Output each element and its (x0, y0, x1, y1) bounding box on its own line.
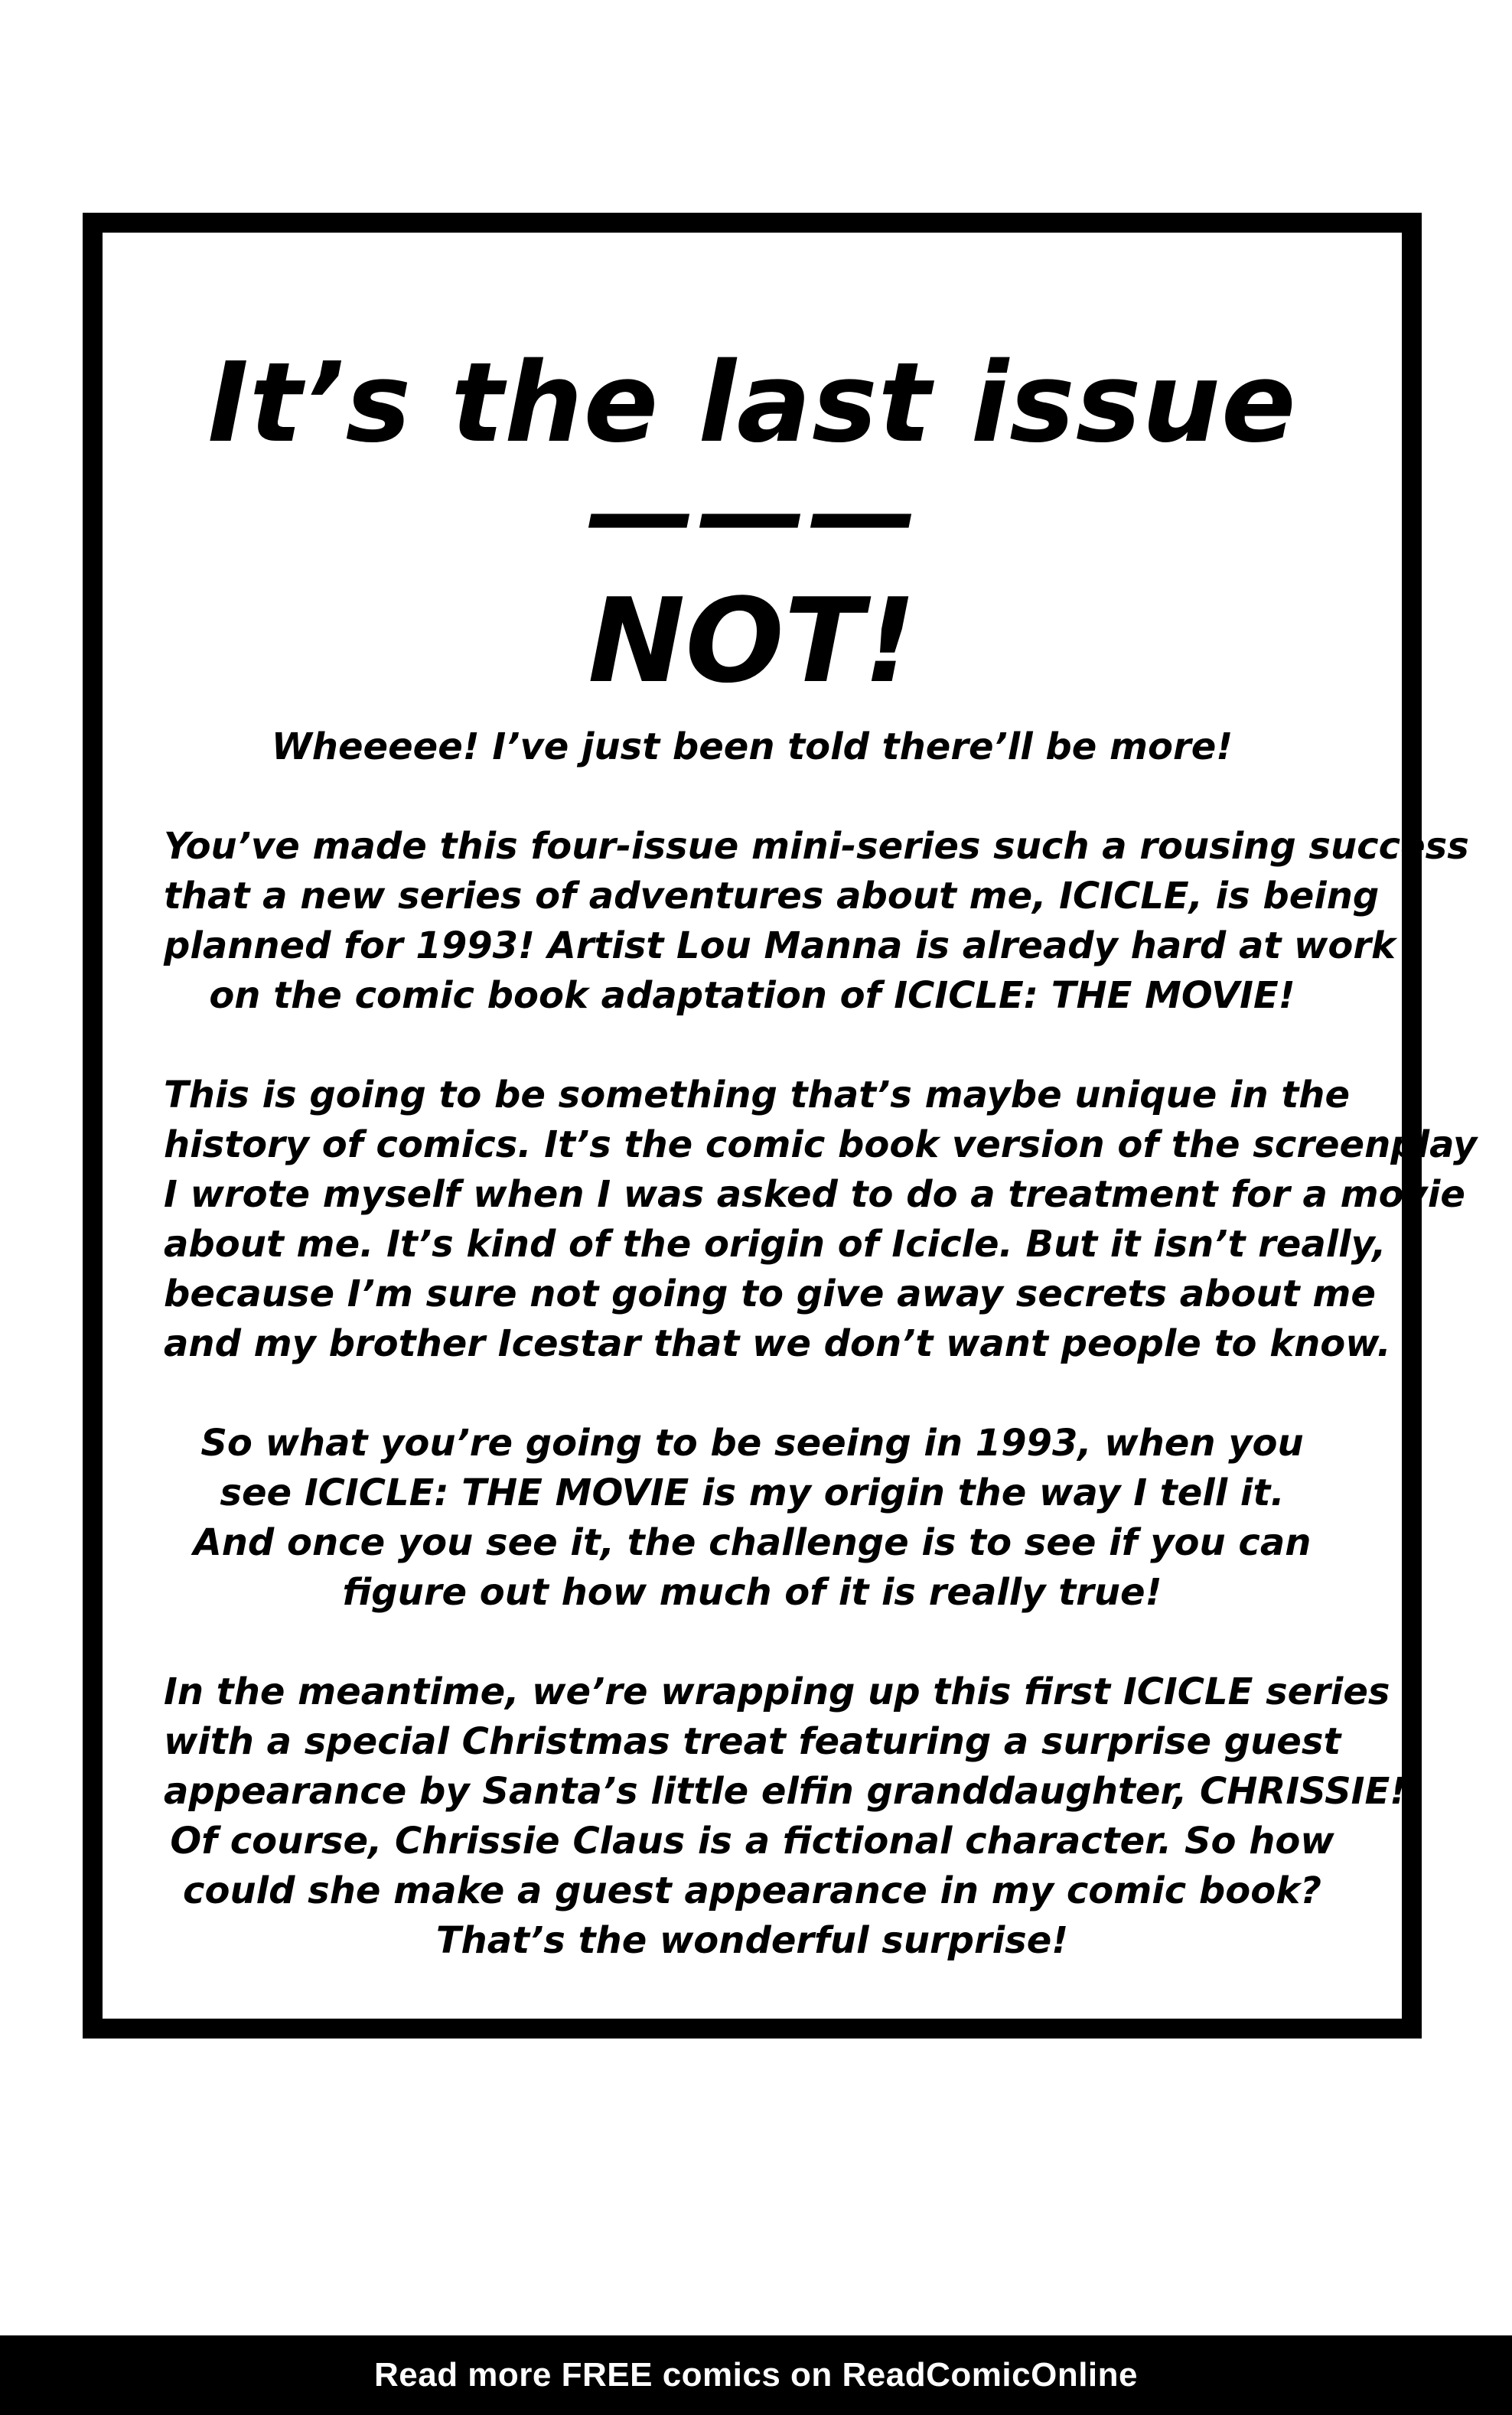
text-line: Of course, Chrissie Claus is a fictional character. So how (170, 1820, 1334, 1863)
text-line: with a special Christmas treat featuring a surprise guest (164, 1720, 1341, 1763)
text-line: planned for 1993! Artist Lou Manna is already hard at work (164, 924, 1396, 967)
paragraph-3 (164, 1071, 1478, 1369)
letter-body (164, 722, 1478, 2016)
headline (103, 338, 1402, 709)
text-line: because I’m sure not going to give away secrets about me (164, 1273, 1376, 1315)
paragraph-2 (164, 822, 1469, 1021)
footer-link-text[interactable]: Read more FREE comics on ReadComicOnline (373, 2356, 1138, 2394)
text-line: And once you see it, the challenge is to see if you can (193, 1521, 1312, 1564)
text-line: on the comic book adaptation of ICICLE: THE MOVIE! (209, 974, 1295, 1017)
text-line: history of comics. It’s the comic book version of the screenplay (164, 1123, 1478, 1166)
text-line: I wrote myself when I was asked to do a treatment for a movie (164, 1173, 1465, 1216)
paragraph-5 (164, 1667, 1407, 1966)
text-line: about me. It’s kind of the origin of Icicle. But it isn’t really, (164, 1223, 1387, 1266)
text-line: appearance by Santa’s little elfin granddaughter, CHRISSIE! (164, 1770, 1407, 1813)
headline-line-1: It’s the last issue——— (207, 338, 1297, 577)
text-line: This is going to be something that’s maybe unique in the (164, 1074, 1351, 1116)
text-line: So what you’re going to be seeing in 1993, when you (200, 1422, 1304, 1465)
letter-frame (83, 213, 1478, 2039)
text-line: could she make a guest appearance in my comic book? (183, 1869, 1321, 1912)
headline-line-2: NOT! (588, 573, 917, 709)
paragraph-4 (164, 1419, 1341, 1618)
text-line: That’s the wonderful surprise! (435, 1919, 1069, 1962)
text-line: Wheeeee! I’ve just been told there’ll be more! (271, 725, 1233, 768)
text-line: In the meantime, we’re wrapping up this first ICICLE series (164, 1670, 1390, 1713)
footer-banner[interactable] (0, 2335, 1512, 2415)
text-line: You’ve made this four-issue mini-series such a rousing success (164, 825, 1469, 868)
paragraph-1 (164, 722, 1341, 772)
text-line: and my brother Icestar that we don’t want people to know. (164, 1322, 1391, 1365)
text-line: see ICICLE: THE MOVIE is my origin the way I tell it. (220, 1471, 1285, 1514)
text-line: figure out how much of it is really true! (342, 1571, 1162, 1614)
text-line: that a new series of adventures about me, ICICLE, is being (164, 875, 1380, 917)
